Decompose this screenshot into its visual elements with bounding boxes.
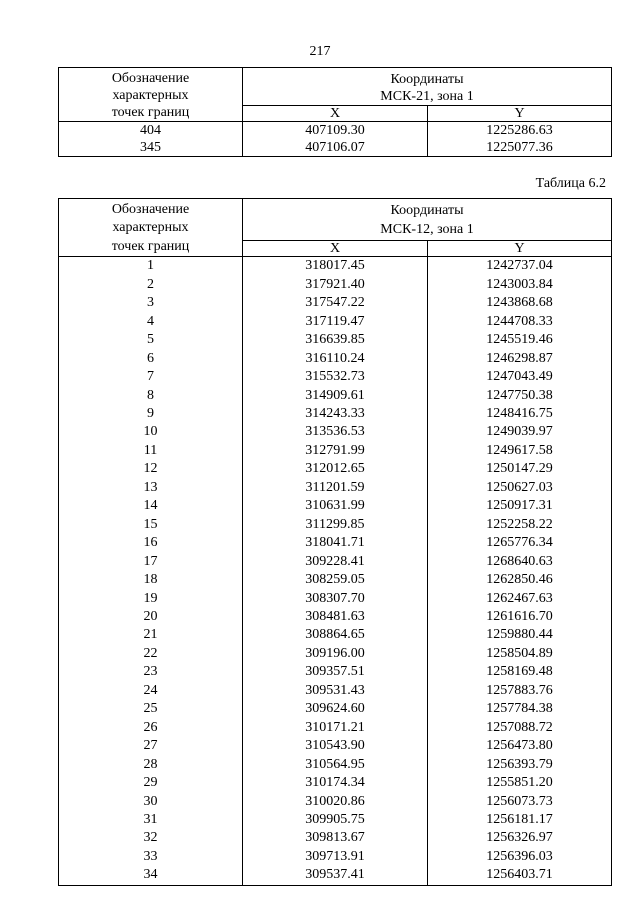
header-coordinates (243, 68, 612, 106)
point-number-cell: 5 (59, 331, 243, 349)
point-number-cell: 9 (59, 405, 243, 423)
y-coordinate-cell: 1258169.48 (428, 663, 612, 681)
table-row (59, 866, 612, 885)
y-coordinate-cell: 1256073.73 (428, 793, 612, 811)
header-coordinates (243, 199, 612, 241)
table-row (59, 387, 612, 405)
header-designation-line: характерных (112, 220, 189, 236)
y-coordinate-cell: 1255851.20 (428, 774, 612, 792)
x-coordinate-cell: 308481.63 (243, 608, 428, 626)
point-number-cell: 18 (59, 571, 243, 589)
y-coordinate-cell: 1242737.04 (428, 257, 612, 276)
x-coordinate-cell: 308259.05 (243, 571, 428, 589)
y-coordinate-cell: 1257883.76 (428, 682, 612, 700)
point-number-cell: 23 (59, 663, 243, 681)
table-row (59, 368, 612, 386)
point-number-cell: 24 (59, 682, 243, 700)
y-coordinate-cell: 1252258.22 (428, 516, 612, 534)
x-coordinate-cell: 314909.61 (243, 387, 428, 405)
point-number-cell: 22 (59, 645, 243, 663)
table-row (59, 829, 612, 847)
y-coordinate-cell: 1256403.71 (428, 866, 612, 885)
y-coordinate-cell: 1225286.63 (428, 122, 612, 140)
y-coordinate-cell: 1245519.46 (428, 331, 612, 349)
table-row (59, 313, 612, 331)
point-number-cell: 11 (59, 442, 243, 460)
point-number-cell: 8 (59, 387, 243, 405)
x-coordinate-cell: 309905.75 (243, 811, 428, 829)
header-coordinates-line: Координаты (390, 71, 464, 87)
point-number-cell: 25 (59, 700, 243, 718)
table-row (59, 423, 612, 441)
coordinates-table-2 (58, 198, 612, 886)
table-row (59, 479, 612, 497)
point-number-cell: 345 (59, 139, 243, 157)
table-row (59, 774, 612, 792)
point-number-cell: 32 (59, 829, 243, 847)
header-designation (59, 199, 243, 257)
point-number-cell: 19 (59, 590, 243, 608)
y-coordinate-cell: 1249617.58 (428, 442, 612, 460)
y-coordinate-cell: 1265776.34 (428, 534, 612, 552)
table-row (59, 737, 612, 755)
table-row (59, 122, 612, 140)
x-coordinate-cell: 310631.99 (243, 497, 428, 515)
y-coordinate-cell: 1262467.63 (428, 590, 612, 608)
table-row (59, 534, 612, 552)
coordinates-table-1 (58, 67, 612, 157)
y-coordinate-cell: 1256326.97 (428, 829, 612, 847)
x-coordinate-cell: 315532.73 (243, 368, 428, 386)
x-coordinate-cell: 310174.34 (243, 774, 428, 792)
y-coordinate-cell: 1248416.75 (428, 405, 612, 423)
table-row (59, 405, 612, 423)
x-coordinate-cell: 309624.60 (243, 700, 428, 718)
x-coordinate-cell: 309196.00 (243, 645, 428, 663)
table-row (59, 571, 612, 589)
point-number-cell: 7 (59, 368, 243, 386)
point-number-cell: 3 (59, 294, 243, 312)
point-number-cell: 17 (59, 553, 243, 571)
x-coordinate-cell: 309228.41 (243, 553, 428, 571)
point-number-cell: 20 (59, 608, 243, 626)
header-designation-line: Обозначение (111, 202, 190, 217)
table-row (59, 626, 612, 644)
point-number-cell: 30 (59, 793, 243, 811)
header-coordinates-line: МСК-12, зона 1 (380, 221, 474, 237)
point-number-cell: 6 (59, 350, 243, 368)
x-coordinate-cell: 309537.41 (243, 866, 428, 885)
x-coordinate-cell: 317119.47 (243, 313, 428, 331)
table-row (59, 590, 612, 608)
x-coordinate-cell: 312791.99 (243, 442, 428, 460)
table-row (59, 350, 612, 368)
header-x: X (243, 106, 428, 122)
point-number-cell: 12 (59, 460, 243, 478)
y-coordinate-cell: 1247750.38 (428, 387, 612, 405)
y-coordinate-cell: 1250627.03 (428, 479, 612, 497)
y-coordinate-cell: 1246298.87 (428, 350, 612, 368)
table-row (59, 682, 612, 700)
table-row (59, 663, 612, 681)
y-coordinate-cell: 1256396.03 (428, 848, 612, 866)
header-y: Y (428, 241, 612, 257)
header-designation-line: точек границ (111, 105, 190, 120)
table-row (59, 608, 612, 626)
table-row (59, 848, 612, 866)
y-coordinate-cell: 1256393.79 (428, 756, 612, 774)
x-coordinate-cell: 316639.85 (243, 331, 428, 349)
point-number-cell: 14 (59, 497, 243, 515)
header-designation-line: точек границ (111, 238, 190, 254)
x-coordinate-cell: 314243.33 (243, 405, 428, 423)
point-number-cell: 15 (59, 516, 243, 534)
table-row (59, 700, 612, 718)
x-coordinate-cell: 311201.59 (243, 479, 428, 497)
point-number-cell: 4 (59, 313, 243, 331)
point-number-cell: 16 (59, 534, 243, 552)
y-coordinate-cell: 1250147.29 (428, 460, 612, 478)
table-row (59, 460, 612, 478)
table-row (59, 294, 612, 312)
point-number-cell: 10 (59, 423, 243, 441)
x-coordinate-cell: 308307.70 (243, 590, 428, 608)
table-row (59, 756, 612, 774)
x-coordinate-cell: 317921.40 (243, 276, 428, 294)
table-row (59, 516, 612, 534)
y-coordinate-cell: 1258504.89 (428, 645, 612, 663)
table-row (59, 553, 612, 571)
table-row (59, 719, 612, 737)
x-coordinate-cell: 310564.95 (243, 756, 428, 774)
x-coordinate-cell: 309813.67 (243, 829, 428, 847)
header-designation-line: Обозначение (111, 71, 190, 86)
point-number-cell: 2 (59, 276, 243, 294)
y-coordinate-cell: 1261616.70 (428, 608, 612, 626)
header-designation-line: характерных (112, 88, 189, 103)
y-coordinate-cell: 1268640.63 (428, 553, 612, 571)
x-coordinate-cell: 310171.21 (243, 719, 428, 737)
point-number-cell: 29 (59, 774, 243, 792)
x-coordinate-cell: 407109.30 (243, 122, 428, 140)
x-coordinate-cell: 407106.07 (243, 139, 428, 157)
point-number-cell: 404 (59, 122, 243, 140)
y-coordinate-cell: 1249039.97 (428, 423, 612, 441)
table-row (59, 811, 612, 829)
x-coordinate-cell: 309531.43 (243, 682, 428, 700)
x-coordinate-cell: 310543.90 (243, 737, 428, 755)
header-coordinates-line: Координаты (390, 203, 464, 219)
y-coordinate-cell: 1243003.84 (428, 276, 612, 294)
page-number: 217 (309, 44, 331, 59)
y-coordinate-cell: 1247043.49 (428, 368, 612, 386)
x-coordinate-cell: 312012.65 (243, 460, 428, 478)
table-caption: Таблица 6.2 (535, 176, 606, 191)
point-number-cell: 21 (59, 626, 243, 644)
x-coordinate-cell: 318041.71 (243, 534, 428, 552)
point-number-cell: 31 (59, 811, 243, 829)
table-row (59, 793, 612, 811)
x-coordinate-cell: 318017.45 (243, 257, 428, 276)
point-number-cell: 13 (59, 479, 243, 497)
y-coordinate-cell: 1225077.36 (428, 139, 612, 157)
point-number-cell: 26 (59, 719, 243, 737)
point-number-cell: 33 (59, 848, 243, 866)
x-coordinate-cell: 316110.24 (243, 350, 428, 368)
x-coordinate-cell: 308864.65 (243, 626, 428, 644)
y-coordinate-cell: 1256473.80 (428, 737, 612, 755)
table-row (59, 442, 612, 460)
y-coordinate-cell: 1257784.38 (428, 700, 612, 718)
x-coordinate-cell: 310020.86 (243, 793, 428, 811)
table-row (59, 497, 612, 515)
point-number-cell: 27 (59, 737, 243, 755)
header-coordinates-line: МСК-21, зона 1 (380, 88, 474, 104)
y-coordinate-cell: 1243868.68 (428, 294, 612, 312)
y-coordinate-cell: 1250917.31 (428, 497, 612, 515)
x-coordinate-cell: 311299.85 (243, 516, 428, 534)
point-number-cell: 28 (59, 756, 243, 774)
y-coordinate-cell: 1257088.72 (428, 719, 612, 737)
y-coordinate-cell: 1256181.17 (428, 811, 612, 829)
x-coordinate-cell: 317547.22 (243, 294, 428, 312)
y-coordinate-cell: 1244708.33 (428, 313, 612, 331)
point-number-cell: 34 (59, 866, 243, 885)
x-coordinate-cell: 309357.51 (243, 663, 428, 681)
table-row (59, 139, 612, 157)
header-designation (59, 68, 243, 122)
x-coordinate-cell: 313536.53 (243, 423, 428, 441)
table-row (59, 645, 612, 663)
table-row (59, 276, 612, 294)
table-row (59, 331, 612, 349)
header-y: Y (428, 106, 612, 122)
header-x: X (243, 241, 428, 257)
y-coordinate-cell: 1262850.46 (428, 571, 612, 589)
point-number-cell: 1 (59, 257, 243, 276)
table-row (59, 257, 612, 276)
y-coordinate-cell: 1259880.44 (428, 626, 612, 644)
x-coordinate-cell: 309713.91 (243, 848, 428, 866)
